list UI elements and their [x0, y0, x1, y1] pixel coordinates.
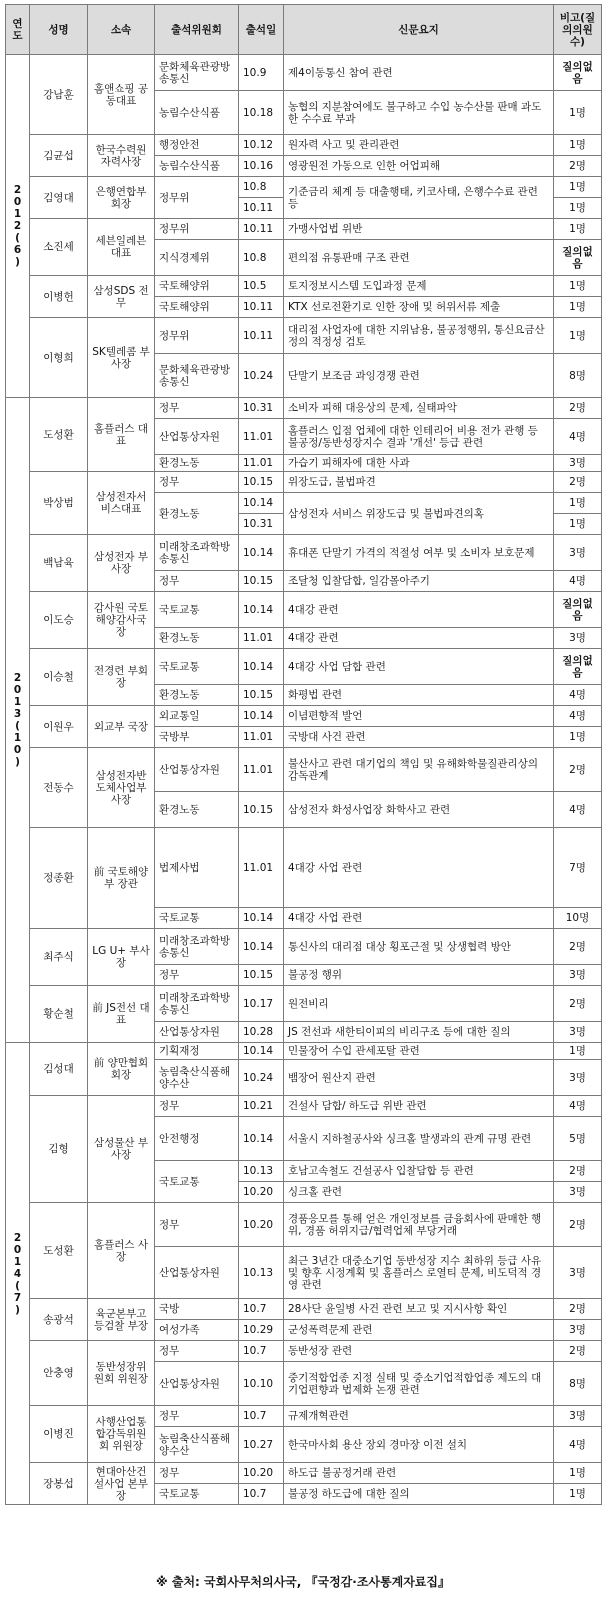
committee-cell: 국방 — [155, 1299, 239, 1320]
committee-cell: 국토해양위 — [155, 297, 239, 318]
date-cell: 10.11 — [239, 198, 284, 219]
committee-cell: 미래창조과학방송통신 — [155, 535, 239, 571]
date-cell: 10.7 — [239, 1299, 284, 1320]
witness-name: 전동수 — [30, 748, 88, 828]
questioner-count-cell: 1명 — [554, 177, 602, 198]
date-cell: 10.15 — [239, 792, 284, 828]
table-row — [6, 828, 602, 908]
table-row — [6, 1463, 602, 1484]
witness-affiliation: 홈플러스 대표 — [88, 398, 155, 472]
questioner-count-cell: 2명 — [554, 986, 602, 1022]
table-row — [6, 592, 602, 628]
header-remark: 비고(질의의원수) — [554, 5, 602, 55]
witness-name: 이병헌 — [30, 276, 88, 318]
committee-cell: 지식경제위 — [155, 240, 239, 276]
summary-cell: 가맹사업법 위반 — [284, 219, 554, 240]
table-row — [6, 706, 602, 727]
date-cell: 11.01 — [239, 628, 284, 649]
questioner-count-cell: 1명 — [554, 297, 602, 318]
witness-name: 김형 — [30, 1096, 88, 1203]
committee-cell: 농림축산식품해양수산 — [155, 1060, 239, 1096]
witness-affiliation: 감사원 국토해양감사국장 — [88, 592, 155, 649]
summary-cell: 영광원전 가동으로 인한 어업피해 — [284, 156, 554, 177]
hearing-witness-table — [5, 4, 602, 1505]
committee-cell: 환경노동 — [155, 628, 239, 649]
summary-cell: 국방대 사건 관련 — [284, 727, 554, 748]
questioner-count-cell: 3명 — [554, 1320, 602, 1341]
committee-cell: 정무 — [155, 398, 239, 419]
witness-affiliation: 육군본부고등검찰 부장 — [88, 1299, 155, 1341]
committee-cell: 산업통상자원 — [155, 1247, 239, 1299]
summary-cell: 조달청 입찰담합, 일감몰아주기 — [284, 571, 554, 592]
date-cell: 10.20 — [239, 1182, 284, 1203]
committee-cell: 미래창조과학방송통신 — [155, 929, 239, 965]
committee-cell: 환경노동 — [155, 493, 239, 535]
committee-cell: 행정안전 — [155, 135, 239, 156]
year-cell: 2 0 1 4 ( 7 ) — [6, 1043, 30, 1505]
questioner-count-cell: 1명 — [554, 219, 602, 240]
questioner-count-cell: 3명 — [554, 1060, 602, 1096]
questioner-count-cell: 3명 — [554, 1022, 602, 1043]
date-cell: 10.24 — [239, 1060, 284, 1096]
summary-cell: 기준금리 체계 등 대출행태, 키코사태, 은행수수료 관련 등 — [284, 177, 554, 219]
year-cell: 2 0 1 2 ( 6 ) — [6, 55, 30, 398]
date-cell: 10.28 — [239, 1022, 284, 1043]
witness-affiliation: 동반성장위원회 위원장 — [88, 1341, 155, 1406]
summary-cell: 홈플러스 입점 업체에 대한 인테리어 비용 전가 관행 등 불공정/동반성장지수 결과 '개선' 등급 관련 — [284, 419, 554, 455]
questioner-count-cell: 1명 — [554, 1463, 602, 1484]
table-row — [6, 1203, 602, 1247]
questioner-count-cell: 3명 — [554, 628, 602, 649]
witness-affiliation: 삼성SDS 전무 — [88, 276, 155, 318]
table-row — [6, 986, 602, 1022]
committee-cell: 문화체육관광방송통신 — [155, 55, 239, 91]
questioner-count-cell: 2명 — [554, 472, 602, 493]
table-row — [6, 135, 602, 156]
witness-name: 김균섭 — [30, 135, 88, 177]
date-cell: 10.27 — [239, 1427, 284, 1463]
table-row — [6, 398, 602, 419]
questioner-count-cell: 2명 — [554, 929, 602, 965]
committee-cell: 안전행정 — [155, 1117, 239, 1161]
questioner-count-cell: 2명 — [554, 1203, 602, 1247]
date-cell: 10.14 — [239, 1117, 284, 1161]
date-cell: 10.29 — [239, 1320, 284, 1341]
summary-cell: 하도급 불공정거래 관련 — [284, 1463, 554, 1484]
summary-cell: 위장도급, 불법파견 — [284, 472, 554, 493]
date-cell: 10.31 — [239, 514, 284, 535]
summary-cell: 불산사고 관련 대기업의 책임 및 유해화학물질관리상의 감독관계 — [284, 748, 554, 792]
committee-cell: 문화체육관광방송통신 — [155, 354, 239, 398]
committee-cell: 정무위 — [155, 177, 239, 219]
summary-cell: 단말기 보조금 과잉경쟁 관련 — [284, 354, 554, 398]
summary-cell: 삼성전자 서비스 위장도급 및 불법파견의혹 — [284, 493, 554, 535]
questioner-count-cell: 4명 — [554, 1096, 602, 1117]
date-cell: 10.14 — [239, 592, 284, 628]
summary-cell: 뱀장어 원산지 관련 — [284, 1060, 554, 1096]
date-cell: 11.01 — [239, 828, 284, 908]
summary-cell: 싱크홀 관련 — [284, 1182, 554, 1203]
committee-cell: 국방부 — [155, 727, 239, 748]
witness-affiliation: 홈앤쇼핑 공동대표 — [88, 55, 155, 135]
summary-cell: 원전비리 — [284, 986, 554, 1022]
witness-affiliation: SK텔레콤 부사장 — [88, 318, 155, 398]
witness-affiliation: 삼성전자서비스대표 — [88, 472, 155, 535]
witness-name: 박상범 — [30, 472, 88, 535]
witness-name: 소진세 — [30, 219, 88, 276]
questioner-count-cell: 질의없음 — [554, 240, 602, 276]
year-cell: 2 0 1 3 ( 1 0 ) — [6, 398, 30, 1043]
questioner-count-cell: 질의없음 — [554, 55, 602, 91]
summary-cell: 건설사 담합/ 하도급 위반 관련 — [284, 1096, 554, 1117]
committee-cell: 산업통상자원 — [155, 1362, 239, 1406]
summary-cell: KTX 선로전환기로 인한 장애 및 허위서류 제출 — [284, 297, 554, 318]
witness-affiliation: 현대아산건설사업 본부장 — [88, 1463, 155, 1505]
committee-cell: 환경노동 — [155, 455, 239, 472]
summary-cell: 민물장어 수입 관세포탈 관련 — [284, 1043, 554, 1060]
committee-cell: 국토교통 — [155, 908, 239, 929]
date-cell: 10.14 — [239, 908, 284, 929]
witness-affiliation: 삼성전자반도체사업부 사장 — [88, 748, 155, 828]
questioner-count-cell: 1명 — [554, 727, 602, 748]
questioner-count-cell: 1명 — [554, 318, 602, 354]
questioner-count-cell: 2명 — [554, 1341, 602, 1362]
summary-cell: 4대강 사업 담합 관련 — [284, 649, 554, 685]
date-cell: 10.10 — [239, 1362, 284, 1406]
witness-name: 정종환 — [30, 828, 88, 929]
date-cell: 11.01 — [239, 419, 284, 455]
summary-cell: 휴대폰 단말기 가격의 적절성 여부 및 소비자 보호문제 — [284, 535, 554, 571]
header-affiliation: 소속 — [88, 5, 155, 55]
summary-cell: 규제개혁관련 — [284, 1406, 554, 1427]
date-cell: 10.11 — [239, 219, 284, 240]
date-cell: 10.13 — [239, 1161, 284, 1182]
committee-cell: 산업통상자원 — [155, 419, 239, 455]
summary-cell: 동반성장 관련 — [284, 1341, 554, 1362]
witness-name: 김영대 — [30, 177, 88, 219]
date-cell: 10.5 — [239, 276, 284, 297]
committee-cell: 정무위 — [155, 219, 239, 240]
summary-cell: 경품응모를 통해 얻은 개인정보를 금융회사에 판매한 행위, 경품 허위지급/협력업체 부당거래 — [284, 1203, 554, 1247]
questioner-count-cell: 1명 — [554, 1484, 602, 1505]
table-row — [6, 177, 602, 198]
witness-affiliation: 삼성전자 부사장 — [88, 535, 155, 592]
summary-cell: 토지정보시스템 도입과정 문제 — [284, 276, 554, 297]
witness-affiliation: 세븐일레븐 대표 — [88, 219, 155, 276]
questioner-count-cell: 4명 — [554, 685, 602, 706]
source-footnote: ※ 출처: 국회사무처의사국, 『국정감·조사통계자료집』 — [156, 1575, 450, 1589]
summary-cell: 화평법 관련 — [284, 685, 554, 706]
table-row — [6, 276, 602, 297]
witness-name: 장봉섭 — [30, 1463, 88, 1505]
table-row — [6, 1299, 602, 1320]
table-row — [6, 318, 602, 354]
committee-cell: 정무 — [155, 472, 239, 493]
committee-cell: 정무위 — [155, 318, 239, 354]
questioner-count-cell: 3명 — [554, 965, 602, 986]
summary-cell: JS 전선과 새한티이피의 비리구조 등에 대한 질의 — [284, 1022, 554, 1043]
questioner-count-cell: 1명 — [554, 198, 602, 219]
date-cell: 11.01 — [239, 727, 284, 748]
witness-affiliation: 은행연합부회장 — [88, 177, 155, 219]
header-row — [6, 5, 602, 55]
committee-cell: 법제사법 — [155, 828, 239, 908]
committee-cell: 정무 — [155, 571, 239, 592]
witness-affiliation: 한국수력원자력사장 — [88, 135, 155, 177]
header-committee: 출석위원회 — [155, 5, 239, 55]
summary-cell: 대리점 사업자에 대한 지위남용, 불공정행위, 통신요금산정의 적정성 검토 — [284, 318, 554, 354]
date-cell: 11.01 — [239, 455, 284, 472]
table-row — [6, 219, 602, 240]
summary-cell: 제4이동통신 참여 관련 — [284, 55, 554, 91]
date-cell: 10.8 — [239, 240, 284, 276]
witness-affiliation: 사행산업통합감독위원회 위원장 — [88, 1406, 155, 1463]
committee-cell: 산업통상자원 — [155, 1022, 239, 1043]
committee-cell: 기획재정 — [155, 1043, 239, 1060]
date-cell: 10.14 — [239, 535, 284, 571]
questioner-count-cell: 3명 — [554, 1182, 602, 1203]
questioner-count-cell: 1명 — [554, 276, 602, 297]
witness-name: 안충영 — [30, 1341, 88, 1406]
summary-cell: 최근 3년간 대중소기업 동반성장 지수 최하위 등급 사유 및 향후 시정계획 및 홈플러스 로열티 문제, 비도덕적 경영 관련 — [284, 1247, 554, 1299]
summary-cell: 원자력 사고 및 관리관련 — [284, 135, 554, 156]
date-cell: 10.14 — [239, 1043, 284, 1060]
questioner-count-cell: 4명 — [554, 419, 602, 455]
witness-name: 황순철 — [30, 986, 88, 1043]
table-row — [6, 748, 602, 792]
date-cell: 10.15 — [239, 472, 284, 493]
witness-affiliation: 前 국토해양부 장관 — [88, 828, 155, 929]
committee-cell: 정무 — [155, 1406, 239, 1427]
summary-cell: 서울시 지하철공사와 싱크홀 발생과의 관계 규명 관련 — [284, 1117, 554, 1161]
questioner-count-cell: 1명 — [554, 91, 602, 135]
witness-affiliation: LG U+ 부사장 — [88, 929, 155, 986]
committee-cell: 정무 — [155, 965, 239, 986]
summary-cell: 4대강 사업 관련 — [284, 908, 554, 929]
summary-cell: 이념편향적 발언 — [284, 706, 554, 727]
witness-name: 이도승 — [30, 592, 88, 649]
questioner-count-cell: 5명 — [554, 1117, 602, 1161]
witness-name: 강남훈 — [30, 55, 88, 135]
questioner-count-cell: 질의없음 — [554, 592, 602, 628]
questioner-count-cell: 4명 — [554, 792, 602, 828]
summary-cell: 중기적합업종 지정 실태 및 중소기업적합업종 제도의 대기업편향과 법제화 논쟁 관련 — [284, 1362, 554, 1406]
summary-cell: 삼성전자 화성사업장 화학사고 관련 — [284, 792, 554, 828]
summary-cell: 농협의 지분참여에도 불구하고 수입 농수산물 판매 과도한 수수료 부과 — [284, 91, 554, 135]
summary-cell: 군성폭력문제 관련 — [284, 1320, 554, 1341]
summary-cell: 통신사의 대리점 대상 횡포근절 및 상생협력 방안 — [284, 929, 554, 965]
witness-name: 이승철 — [30, 649, 88, 706]
date-cell: 10.21 — [239, 1096, 284, 1117]
witness-name: 백남육 — [30, 535, 88, 592]
date-cell: 10.8 — [239, 177, 284, 198]
committee-cell: 국토해양위 — [155, 276, 239, 297]
committee-cell: 농림수산식품 — [155, 91, 239, 135]
date-cell: 10.13 — [239, 1247, 284, 1299]
committee-cell: 미래창조과학방송통신 — [155, 986, 239, 1022]
date-cell: 10.11 — [239, 318, 284, 354]
date-cell: 10.7 — [239, 1341, 284, 1362]
date-cell: 10.18 — [239, 91, 284, 135]
witness-affiliation: 홈플러스 사장 — [88, 1203, 155, 1299]
table-row — [6, 1406, 602, 1427]
committee-cell: 국토교통 — [155, 1484, 239, 1505]
summary-cell: 한국마사회 용산 장외 경마장 이전 설치 — [284, 1427, 554, 1463]
committee-cell: 여성가족 — [155, 1320, 239, 1341]
header-year: 연도 — [6, 5, 30, 55]
witness-affiliation: 前 양만협회 회장 — [88, 1043, 155, 1096]
witness-name: 이원우 — [30, 706, 88, 748]
witness-name: 김성대 — [30, 1043, 88, 1096]
table-row — [6, 472, 602, 493]
table-row — [6, 55, 602, 91]
summary-cell: 4대강 사업 관련 — [284, 828, 554, 908]
questioner-count-cell: 3명 — [554, 535, 602, 571]
date-cell: 10.9 — [239, 55, 284, 91]
date-cell: 11.01 — [239, 748, 284, 792]
questioner-count-cell: 1명 — [554, 135, 602, 156]
witness-affiliation: 외교부 국장 — [88, 706, 155, 748]
witness-name: 도성환 — [30, 398, 88, 472]
summary-cell: 4대강 관련 — [284, 628, 554, 649]
table-row — [6, 649, 602, 685]
witness-name: 최주식 — [30, 929, 88, 986]
questioner-count-cell: 2명 — [554, 156, 602, 177]
date-cell: 10.20 — [239, 1463, 284, 1484]
committee-cell: 농림수산식품 — [155, 156, 239, 177]
summary-cell: 편의점 유통판매 구조 관련 — [284, 240, 554, 276]
questioner-count-cell: 4명 — [554, 571, 602, 592]
date-cell: 10.7 — [239, 1406, 284, 1427]
summary-cell: 가습기 피해자에 대한 사과 — [284, 455, 554, 472]
summary-cell: 소비자 피해 대응상의 문제, 실태파악 — [284, 398, 554, 419]
date-cell: 10.31 — [239, 398, 284, 419]
witness-affiliation: 전경련 부회장 — [88, 649, 155, 706]
table-row — [6, 535, 602, 571]
table-row — [6, 1043, 602, 1060]
questioner-count-cell: 1명 — [554, 1043, 602, 1060]
header-date: 출석일 — [239, 5, 284, 55]
witness-name: 이병진 — [30, 1406, 88, 1463]
questioner-count-cell: 4명 — [554, 706, 602, 727]
committee-cell: 정무 — [155, 1203, 239, 1247]
summary-cell: 호남고속철도 건설공사 입찰담합 등 관련 — [284, 1161, 554, 1182]
committee-cell: 국토교통 — [155, 649, 239, 685]
questioner-count-cell: 1명 — [554, 514, 602, 535]
summary-cell: 28사단 윤일병 사건 관련 보고 및 지시사항 확인 — [284, 1299, 554, 1320]
date-cell: 10.17 — [239, 986, 284, 1022]
date-cell: 10.15 — [239, 965, 284, 986]
witness-name: 도성환 — [30, 1203, 88, 1299]
summary-cell: 4대강 관련 — [284, 592, 554, 628]
witness-affiliation: 삼성물산 부사장 — [88, 1096, 155, 1203]
table-row — [6, 1096, 602, 1117]
committee-cell: 산업통상자원 — [155, 748, 239, 792]
witness-affiliation: 前 JS전선 대표 — [88, 986, 155, 1043]
date-cell: 10.14 — [239, 706, 284, 727]
committee-cell: 정무 — [155, 1463, 239, 1484]
questioner-count-cell: 8명 — [554, 1362, 602, 1406]
date-cell: 10.15 — [239, 571, 284, 592]
date-cell: 10.11 — [239, 297, 284, 318]
committee-cell: 정무 — [155, 1341, 239, 1362]
date-cell: 10.7 — [239, 1484, 284, 1505]
questioner-count-cell: 2명 — [554, 398, 602, 419]
date-cell: 10.14 — [239, 929, 284, 965]
questioner-count-cell: 4명 — [554, 1427, 602, 1463]
table-row — [6, 1341, 602, 1362]
questioner-count-cell: 3명 — [554, 455, 602, 472]
questioner-count-cell: 3명 — [554, 1406, 602, 1427]
questioner-count-cell: 10명 — [554, 908, 602, 929]
witness-name: 송광석 — [30, 1299, 88, 1341]
summary-cell: 불공정 행위 — [284, 965, 554, 986]
summary-cell: 불공정 하도급에 대한 질의 — [284, 1484, 554, 1505]
committee-cell: 정무 — [155, 1096, 239, 1117]
questioner-count-cell: 7명 — [554, 828, 602, 908]
questioner-count-cell: 1명 — [554, 493, 602, 514]
committee-cell: 환경노동 — [155, 685, 239, 706]
committee-cell: 환경노동 — [155, 792, 239, 828]
questioner-count-cell: 8명 — [554, 354, 602, 398]
questioner-count-cell: 2명 — [554, 748, 602, 792]
header-name: 성명 — [30, 5, 88, 55]
date-cell: 10.12 — [239, 135, 284, 156]
committee-cell: 외교통일 — [155, 706, 239, 727]
table-row — [6, 929, 602, 965]
committee-cell: 농림축산식품해양수산 — [155, 1427, 239, 1463]
date-cell: 10.14 — [239, 493, 284, 514]
committee-cell: 국토교통 — [155, 592, 239, 628]
date-cell: 10.20 — [239, 1203, 284, 1247]
questioner-count-cell: 2명 — [554, 1299, 602, 1320]
date-cell: 10.15 — [239, 685, 284, 706]
questioner-count-cell: 2명 — [554, 1161, 602, 1182]
questioner-count-cell: 3명 — [554, 1247, 602, 1299]
witness-name: 이형희 — [30, 318, 88, 398]
date-cell: 10.16 — [239, 156, 284, 177]
date-cell: 10.14 — [239, 649, 284, 685]
questioner-count-cell: 질의없음 — [554, 649, 602, 685]
committee-cell: 국토교통 — [155, 1161, 239, 1203]
date-cell: 10.24 — [239, 354, 284, 398]
table-body — [6, 55, 602, 1505]
header-summary: 신문요지 — [284, 5, 554, 55]
